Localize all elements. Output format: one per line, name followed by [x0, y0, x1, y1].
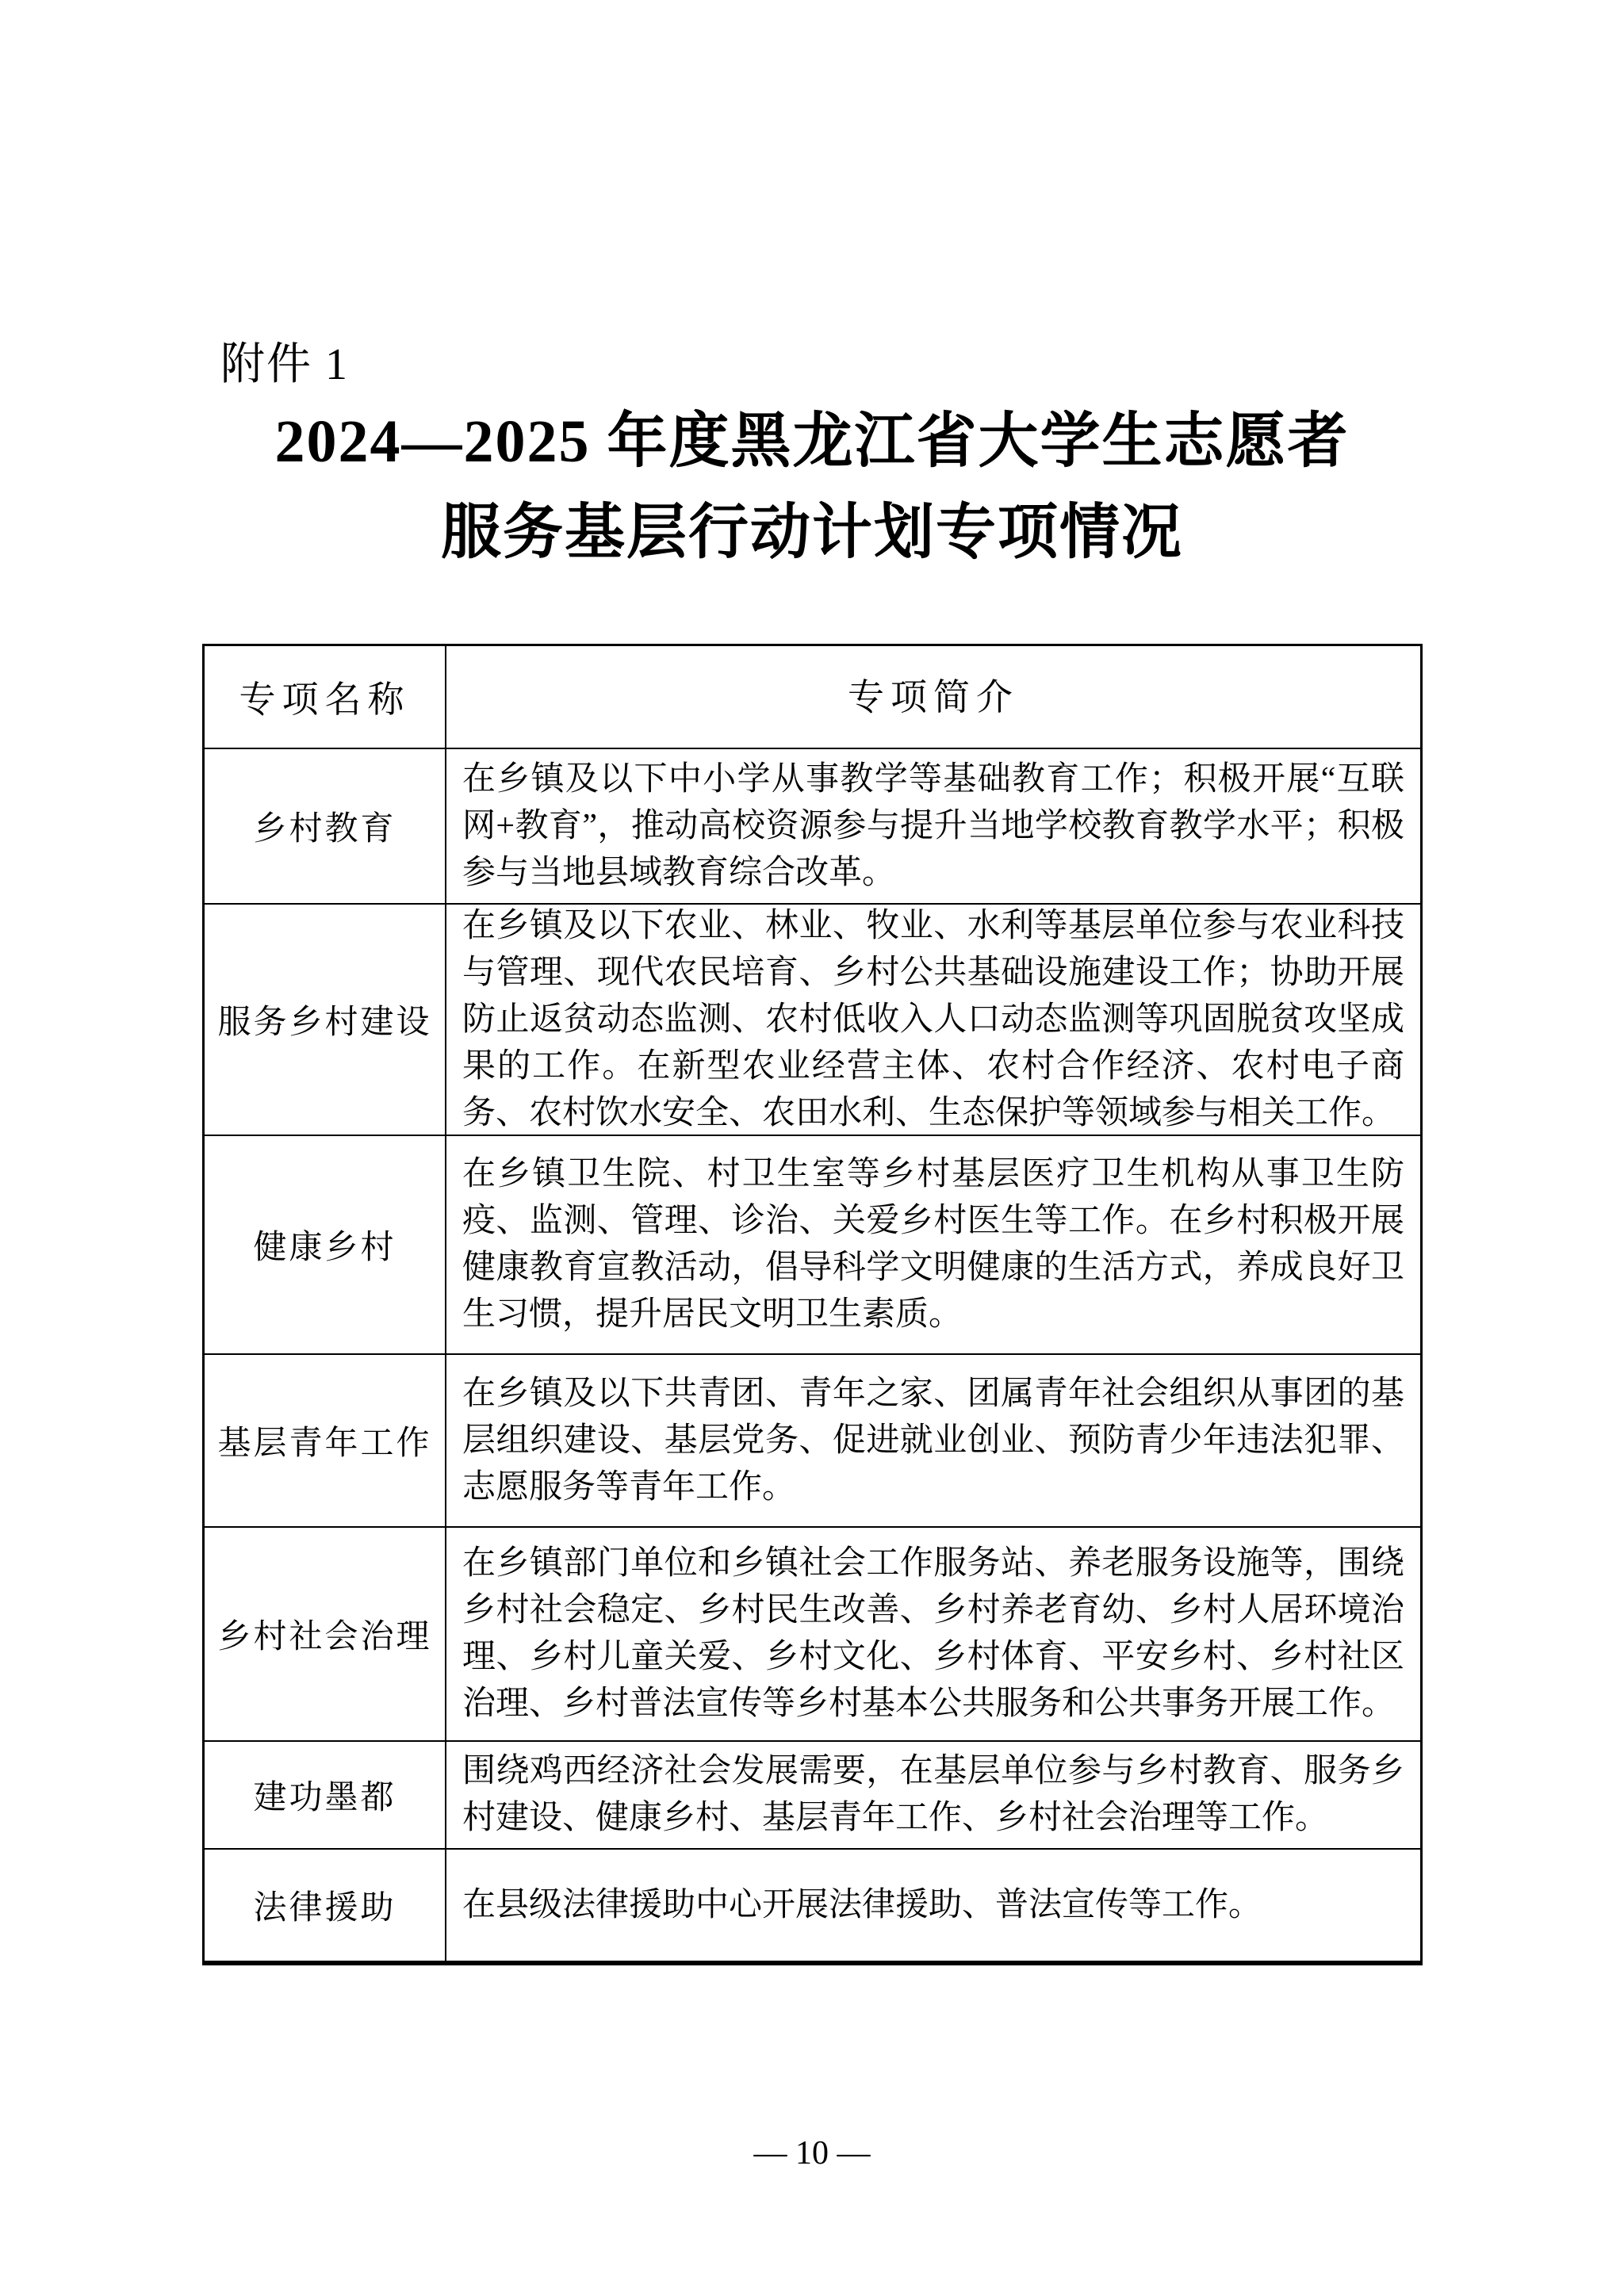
document-title: [0, 396, 1624, 579]
project-intro-text: 在乡镇及以下农业、林业、牧业、水利等基层单位参与农业科技与管理、现代农民培育、乡村公共基础设施建设工作；协助开展防止返贫动态监测、农村低收入人口动态监测等巩固脱贫攻坚成果的工作。在新型农业经营主体、农村合作经济、农村电子商务、农村饮水安全、农田水利、生态保护等领域参与相关工作。: [462, 907, 1404, 1131]
project-intro-cell: [446, 749, 1420, 903]
project-name-cell: 建功墨都: [205, 1742, 446, 1848]
special-projects-table: [202, 644, 1423, 1965]
project-name-cell: 乡村教育: [205, 749, 446, 903]
project-name-cell: 服务乡村建设: [205, 905, 446, 1135]
project-intro-cell: [446, 905, 1420, 1135]
project-name-cell: 基层青年工作: [205, 1355, 446, 1526]
header-project-name: 专项名称: [205, 646, 446, 748]
project-name-cell: 乡村社会治理: [205, 1528, 446, 1740]
project-name-cell: 健康乡村: [205, 1136, 446, 1353]
table-row: [205, 748, 1420, 903]
page-number: — 10 —: [753, 2135, 871, 2172]
project-intro-text: 在乡镇部门单位和乡镇社会工作服务站、养老服务设施等，围绕乡村社会稳定、乡村民生改善、乡村养老育幼、乡村人居环境治理、乡村儿童关爱、乡村文化、乡村体育、平安乡村、乡村社区治理、乡村普法宣传等乡村基本公共服务和公共事务开展工作。: [462, 1545, 1404, 1722]
table-row: [205, 1740, 1420, 1848]
project-name-cell: 法律援助: [205, 1850, 446, 1961]
project-intro-text: 在县级法律援助中心开展法律援助、普法宣传等工作。: [462, 1886, 1262, 1923]
project-intro-cell: [446, 1355, 1420, 1526]
attachment-label: 附件 1: [220, 340, 349, 389]
header-project-intro: 专项简介: [848, 675, 1019, 718]
project-intro-text: 在乡镇卫生院、村卫生室等乡村基层医疗卫生机构从事卫生防疫、监测、管理、诊治、关爱乡村医生等工作。在乡村积极开展健康教育宣教活动，倡导科学文明健康的生活方式，养成良好卫生习惯，提升居民文明卫生素质。: [462, 1156, 1404, 1333]
project-intro-cell: [446, 1528, 1420, 1740]
table-row: [205, 1353, 1420, 1526]
document-title-line1: 2024—2025 年度黑龙江省大学生志愿者: [274, 408, 1350, 475]
project-intro-cell: [446, 1850, 1420, 1961]
document-title-line2: 服务基层行动计划专项情况: [441, 499, 1183, 566]
table-row: [205, 1135, 1420, 1353]
project-intro-cell: [446, 1136, 1420, 1353]
table-row: [205, 1848, 1420, 1961]
project-intro-text: 围绕鸡西经济社会发展需要，在基层单位参与乡村教育、服务乡村建设、健康乡村、基层青年工作、乡村社会治理等工作。: [462, 1753, 1404, 1836]
table-row: [205, 903, 1420, 1135]
project-intro-cell: [446, 1742, 1420, 1848]
project-intro-text: 在乡镇及以下中小学从事教学等基础教育工作；积极开展“互联网+教育”，推动高校资源参与提升当地学校教育教学水平；积极参与当地县域教育综合改革。: [462, 760, 1404, 891]
project-intro-text: 在乡镇及以下共青团、青年之家、团属青年社会组织从事团的基层组织建设、基层党务、促进就业创业、预防青少年违法犯罪、志愿服务等青年工作。: [462, 1375, 1404, 1506]
table-row: [205, 1526, 1420, 1740]
table-header-row: [205, 646, 1420, 748]
